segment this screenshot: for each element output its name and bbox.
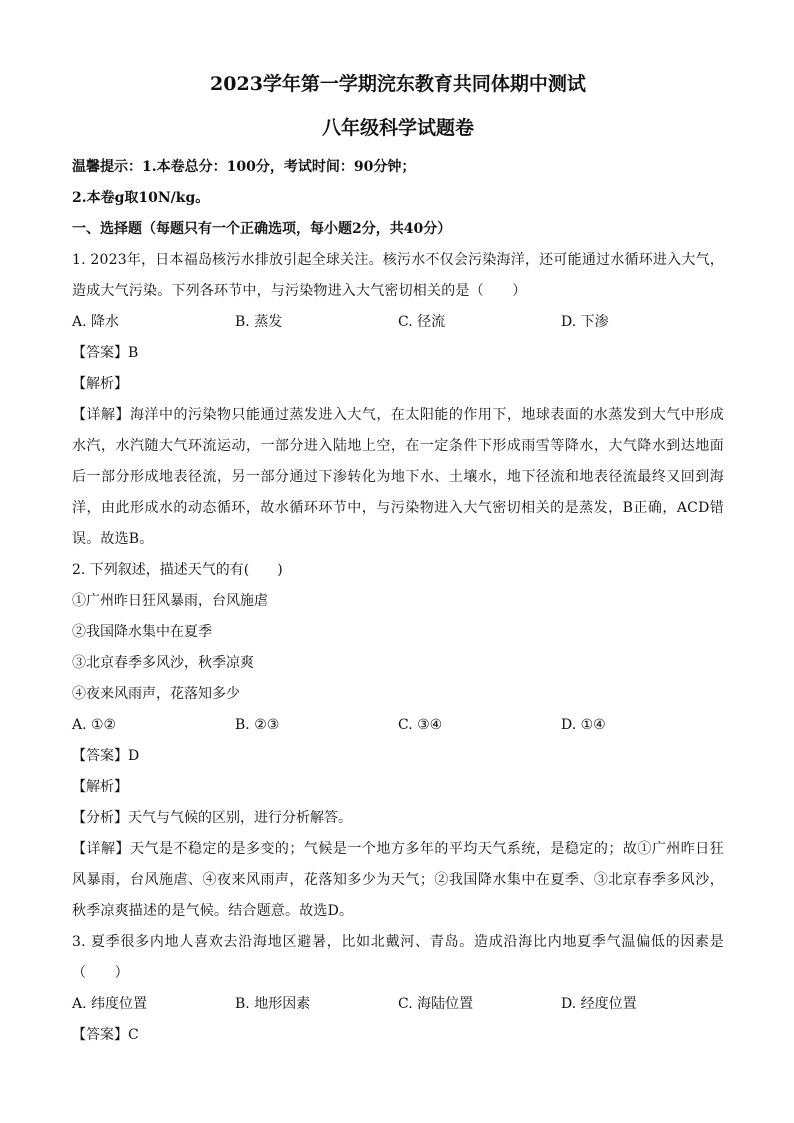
detail-text: 【详解】海洋中的污染物只能通过蒸发进入大气，在太阳能的作用下，地球表面的水蒸发到大气中形成水汽，水汽随大气环流运动，一部分进入陆地上空，在一定条件下形成雨雪等降水，大气降水到达地面后一部分形成地表径流，另一部分通过下渗转化为地下水、土壤水，地下径流和地表径流最终又回到海洋，由此形成水的动态循环，故水循环环节中，与污染物进入大气密切相关的是蒸发，B正确，ACD错误。故选B。 [72,407,724,547]
statement-item: ①广州昨日狂风暴雨，台风施虐 [72,593,268,609]
option-c: C. 径流 [398,314,446,330]
option-a: A. 降水 [72,314,120,330]
option-c: C. ③④ [398,717,443,733]
analysis-label: 【解析】 [72,376,128,392]
question-1 [72,245,724,555]
question-stem: 1. 2023年，日本福岛核污水排放引起全球关注。核污水不仅会污染海洋，还可能通过水循环进入大气，造成大气污染。下列各环节中，与污染物进入大气密切相关的是（ ） [72,252,724,299]
statement-item: ②我国降水集中在夏季 [72,624,212,640]
question-stem: 2. 下列叙述，描述天气的有( ) [72,562,283,578]
option-d: D. 下渗 [561,314,609,330]
option-d: D. ①④ [561,717,606,733]
analysis-label: 【解析】 [72,779,128,795]
fenxi-text: 【分析】天气与气候的区别，进行分析解答。 [72,810,352,826]
question-3 [72,927,724,1051]
exam-subtitle: 八年级科学试题卷 [321,117,474,139]
options-row [72,307,724,338]
option-a: A. 纬度位置 [72,996,148,1012]
options-row [72,989,724,1020]
answer-label: 【答案】B [72,345,139,361]
answer-label: 【答案】C [72,1027,139,1043]
option-a: A. ①② [72,717,117,733]
notes-line-2: 2.本卷g取10N/kg。 [72,190,210,206]
statement-item: ④夜来风雨声，花落知多少 [72,686,240,702]
document-page [72,66,724,1051]
option-b: B. ②③ [235,717,280,733]
options-row [72,710,724,741]
question-stem: 3. 夏季很多内地人喜欢去沿海地区避暑，比如北戴河、青岛。造成沿海比内地夏季气温偏低的因素是（ ） [72,934,724,981]
answer-label: 【答案】D [72,748,140,764]
exam-title: 2023学年第一学期浣东教育共同体期中测试 [210,73,586,95]
notes-line-1: 温馨提示：1.本卷总分：100分，考试时间：90分钟； [72,159,416,175]
statement-item: ③北京春季多风沙，秋季凉爽 [72,655,254,671]
option-d: D. 经度位置 [561,996,637,1012]
question-2 [72,555,724,927]
section-heading: 一、选择题（每题只有一个正确选项，每小题2分，共40分） [72,221,452,237]
option-b: B. 地形因素 [235,996,311,1012]
detail-text: 【详解】天气是不稳定的是多变的；气候是一个地方多年的平均天气系统，是稳定的；故①广州昨日狂风暴雨，台风施虐、④夜来风雨声，花落知多少为天气；②我国降水集中在夏季、③北京春季多风沙，秋季凉爽描述的是气候。结合题意。故选D。 [72,841,724,919]
option-b: B. 蒸发 [235,314,283,330]
option-c: C. 海陆位置 [398,996,474,1012]
